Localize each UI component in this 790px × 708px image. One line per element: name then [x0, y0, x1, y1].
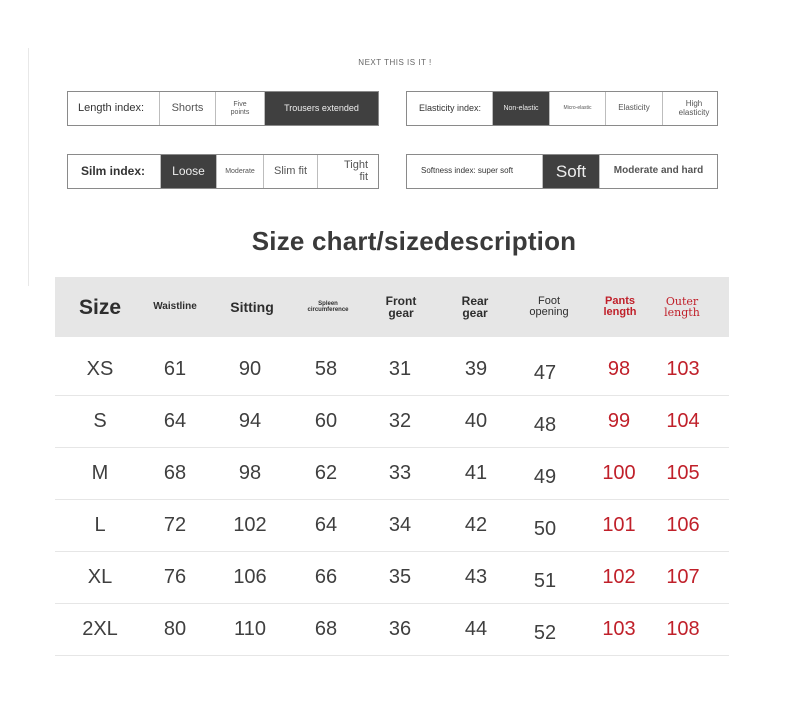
elasticity-option-high-elasticity: High elasticity	[678, 99, 710, 117]
softness-index-scale	[406, 154, 718, 189]
cell-front-gear: 31	[388, 357, 412, 380]
cell-waistline: 76	[163, 565, 187, 588]
cell-waistline: 64	[163, 409, 187, 432]
length-index-scale	[67, 91, 379, 126]
cell-rear-gear: 41	[464, 461, 488, 484]
header-size: Size	[78, 295, 122, 319]
slim-option-slim-fit: Slim fit	[264, 155, 318, 188]
cell-front-gear: 36	[388, 617, 412, 640]
size-chart-title: Size chart/sizedescription	[251, 226, 577, 256]
cell-sitting: 106	[233, 565, 267, 588]
header-front-gear: Front gear	[385, 294, 417, 320]
cell-foot-opening: 51	[533, 569, 557, 592]
cell-size: XL	[87, 565, 113, 588]
cell-sitting: 102	[233, 513, 267, 536]
header-spleen-circumference: Spleen circumference	[307, 301, 349, 313]
cell-size: S	[93, 409, 107, 432]
cell-size: 2XL	[82, 617, 118, 640]
cell-front-gear: 34	[388, 513, 412, 536]
softness-option-moderate-and-hard: Moderate and hard	[613, 165, 704, 177]
elasticity-index-label: Elasticity index:	[407, 92, 493, 125]
cell-size: L	[94, 513, 106, 536]
cell-foot-opening: 50	[533, 517, 557, 540]
cell-spleen-circumference: 60	[314, 409, 338, 432]
cell-pants-length: 103	[602, 617, 636, 640]
cell-outer-length: 107	[666, 565, 700, 588]
cell-sitting: 90	[238, 357, 262, 380]
header-sitting: Sitting	[230, 299, 274, 315]
cell-sitting: 110	[234, 617, 266, 640]
elasticity-option-non-elastic: Non-elastic	[493, 92, 550, 125]
cell-size: M	[91, 461, 109, 484]
length-option-five-points: Five points	[216, 92, 265, 125]
header-waistline: Waistline	[153, 301, 197, 312]
cell-foot-opening: 48	[533, 413, 557, 436]
cell-waistline: 72	[163, 513, 187, 536]
cell-spleen-circumference: 58	[314, 357, 338, 380]
tagline: NEXT THIS IS IT !	[358, 58, 432, 67]
cell-spleen-circumference: 68	[314, 617, 338, 640]
slim-option-tight-fit: Tight fit	[343, 158, 368, 183]
slim-option-loose: Loose	[161, 155, 217, 188]
table-row	[55, 343, 729, 396]
cell-rear-gear: 42	[464, 513, 488, 536]
cell-spleen-circumference: 64	[314, 513, 338, 536]
slim-index-label: Silm index:	[68, 155, 161, 188]
table-row	[55, 603, 729, 656]
cell-rear-gear: 44	[464, 617, 488, 640]
cell-outer-length: 105	[666, 461, 700, 484]
length-option-shorts: Shorts	[160, 92, 216, 125]
slim-index-scale	[67, 154, 379, 189]
header-outer-length: Outer length	[664, 295, 700, 319]
length-index-label: Length index:	[68, 92, 160, 125]
table-row	[55, 447, 729, 500]
cell-waistline: 61	[163, 357, 187, 380]
cell-foot-opening: 52	[533, 621, 557, 644]
length-option-trousers-extended: Trousers extended	[265, 92, 378, 125]
table-row	[55, 551, 729, 604]
elasticity-index-scale	[406, 91, 718, 126]
cell-outer-length: 103	[666, 357, 700, 380]
cell-pants-length: 101	[602, 513, 636, 536]
cell-foot-opening: 47	[533, 361, 557, 384]
cell-outer-length: 104	[666, 409, 700, 432]
cell-size: XS	[86, 357, 114, 380]
slim-option-moderate: Moderate	[217, 155, 264, 188]
cell-outer-length: 108	[666, 617, 700, 640]
cell-rear-gear: 40	[464, 409, 488, 432]
cell-foot-opening: 49	[533, 465, 557, 488]
header-pants-length: Pants length	[603, 295, 637, 318]
header-rear-gear: Rear gear	[461, 294, 489, 320]
cell-sitting: 98	[238, 461, 262, 484]
size-table-header	[55, 277, 729, 337]
cell-front-gear: 35	[388, 565, 412, 588]
cell-spleen-circumference: 66	[314, 565, 338, 588]
cell-pants-length: 98	[607, 357, 631, 380]
cell-front-gear: 32	[388, 409, 412, 432]
elasticity-option-micro-elastic: Micro-elastic	[550, 92, 606, 125]
softness-option-soft: Soft	[543, 155, 600, 188]
cell-rear-gear: 39	[464, 357, 488, 380]
cell-outer-length: 106	[666, 513, 700, 536]
cell-pants-length: 100	[602, 461, 636, 484]
header-foot-opening: Foot opening	[529, 295, 569, 318]
cell-waistline: 68	[163, 461, 187, 484]
cell-spleen-circumference: 62	[314, 461, 338, 484]
cell-front-gear: 33	[388, 461, 412, 484]
table-row	[55, 499, 729, 552]
cell-pants-length: 102	[602, 565, 636, 588]
elasticity-option-elasticity: Elasticity	[606, 92, 663, 125]
cell-waistline: 80	[163, 617, 187, 640]
cell-sitting: 94	[238, 409, 262, 432]
softness-index-label: Softness index: super soft	[407, 155, 543, 188]
table-row	[55, 395, 729, 448]
cell-pants-length: 99	[607, 409, 631, 432]
cell-rear-gear: 43	[464, 565, 488, 588]
